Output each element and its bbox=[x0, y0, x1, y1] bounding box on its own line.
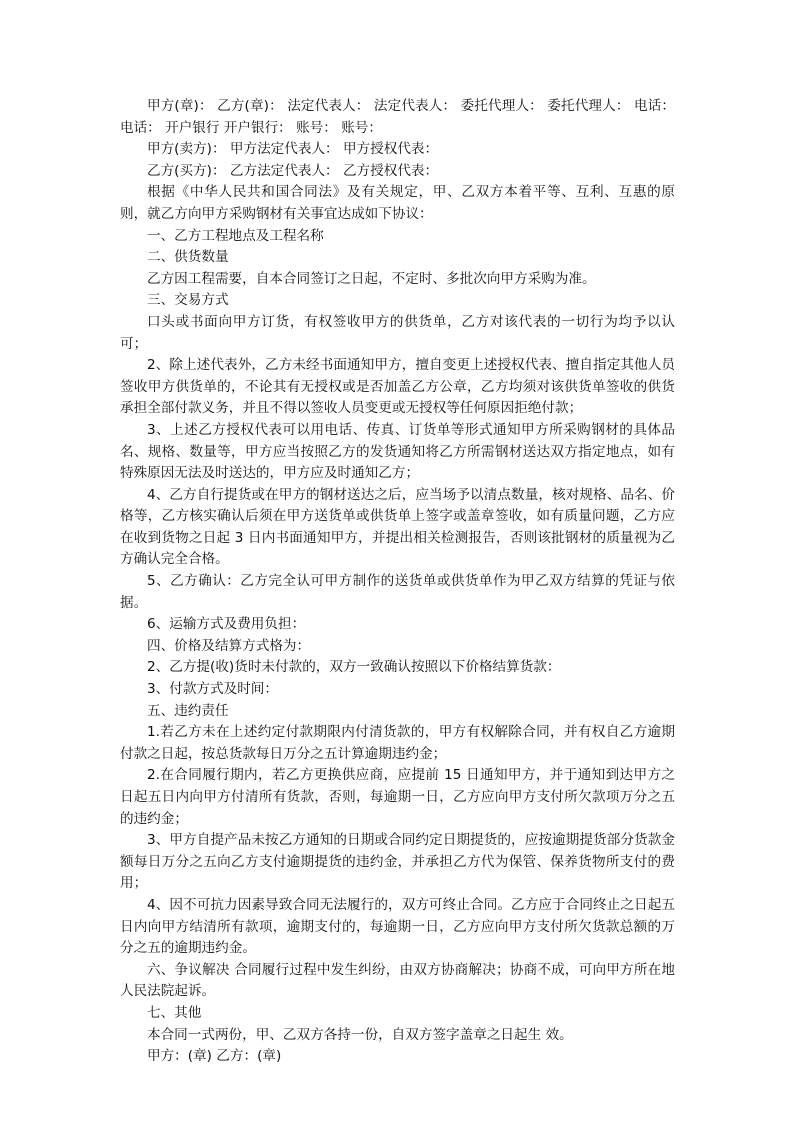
preamble: 根据《中华人民共和国合同法》及有关规定，甲、乙双方本着平等、互利、互惠的原则，就乙方向甲方采购钢材有关事宜达成如下协议： bbox=[120, 184, 675, 222]
clause: 口头或书面向甲方订货，有权签收甲方的供货单，乙方对该代表的一切行为均予以认可； bbox=[120, 313, 675, 352]
clause: 乙方因工程需要，自本合同签订之日起，不定时、多批次向甲方采购为准。 bbox=[147, 270, 596, 287]
buyer-line: 乙方(买方)： 乙方法定代表人： 乙方授权代表： bbox=[147, 162, 439, 179]
clause: 2.在合同履行期内，若乙方更换供应商，应提前 15 日通知甲方，并于通知到达甲方之日起五日内向甲方付清所有货款，否则，每逾期一日，乙方应向甲方支付所欠款项万分之五的违约金； bbox=[120, 767, 675, 827]
clause: 3、甲方自提产品未按乙方通知的日期或合同约定日期提货的，应按逾期提货部分货款金额每日万分之五向乙方支付逾期提货的违约金，并承担乙方代为保管、保养货物所支付的费用； bbox=[120, 832, 675, 892]
clause: 6、运输方式及费用负担： bbox=[147, 616, 306, 633]
parties-header: 甲方(章)： 乙方(章)： 法定代表人： 法定代表人： 委托代理人： 委托代理人： 电话： 电话： 开户银行 开户银行： 账号： 账号： bbox=[120, 98, 675, 136]
clause: 3、上述乙方授权代表可以用电话、传真、订货单等形式通知甲方所采购钢材的具体品名、规格、数量等，甲方应当按照乙方的发货通知将乙方所需钢材送达双方指定地点，如有特殊原因无法及时送达的，甲方应及时通知乙方； bbox=[120, 421, 675, 482]
clause: 六、争议解决 合同履行过程中发生纠纷，由双方协商解决；协商不成，可向甲方所在地人民法院起诉。 bbox=[120, 961, 675, 1000]
clause: 本合同一式两份，甲、乙双方各持一份，自双方签字盖章之日起生 效。 bbox=[147, 1026, 573, 1043]
section-heading: 五、违约责任 bbox=[147, 702, 229, 719]
section-heading: 七、其他 bbox=[147, 1004, 202, 1021]
section-heading: 三、交易方式 bbox=[147, 292, 229, 309]
clause: 3、付款方式及时间： bbox=[147, 681, 278, 698]
clause: 1.若乙方未在上述约定付款期限内付清货款的，甲方有权解除合同，并有权自乙方逾期付款之日起，按总货款每日万分之五计算逾期违约金； bbox=[120, 724, 675, 762]
clause: 4、因不可抗力因素导致合同无法履行的，双方可终止合同。乙方应于合同终止之日起五日内向甲方结清所有款项，逾期支付的，每逾期一日，乙方应向甲方支付所欠货款总额的万分之五的逾期违约金。 bbox=[120, 896, 675, 957]
seller-line: 甲方(卖方)： 甲方法定代表人： 甲方授权代表： bbox=[147, 141, 439, 158]
clause: 2、乙方提(收)货时未付款的，双方一致确认按照以下价格结算货款： bbox=[147, 659, 561, 676]
section-heading: 四、价格及结算方式格为： bbox=[147, 637, 311, 654]
clause: 4、乙方自行提货或在甲方的钢材送达之后，应当场予以清点数量，核对规格、品名、价格等，乙方核实确认后须在甲方送货单或供货单上签字或盖章签收，如有质量问题，乙方应在收到货物之日起 3 日内书面通知甲方，并提出相关检测报告，否则该批钢材的质量视为乙方确认完全合格。 bbox=[120, 486, 675, 568]
clause: 2、除上述代表外，乙方未经书面通知甲方，擅自变更上述授权代表、擅自指定其他人员签收甲方供货单的，不论其有无授权或是否加盖乙方公章，乙方均须对该供货单签收的供货承担全部付款义务，并且不得以签收人员变更或无授权等任何原因拒绝付款； bbox=[120, 357, 675, 417]
contract-body bbox=[120, 96, 675, 1068]
clause: 5、乙方确认：乙方完全认可甲方制作的送货单或供货单作为甲乙双方结算的凭证与依据。 bbox=[120, 573, 675, 611]
signature-line: 甲方：(章) 乙方：(章) bbox=[147, 1048, 282, 1065]
section-heading: 一、乙方工程地点及工程名称 bbox=[147, 227, 324, 244]
section-heading: 二、供货数量 bbox=[147, 249, 229, 266]
